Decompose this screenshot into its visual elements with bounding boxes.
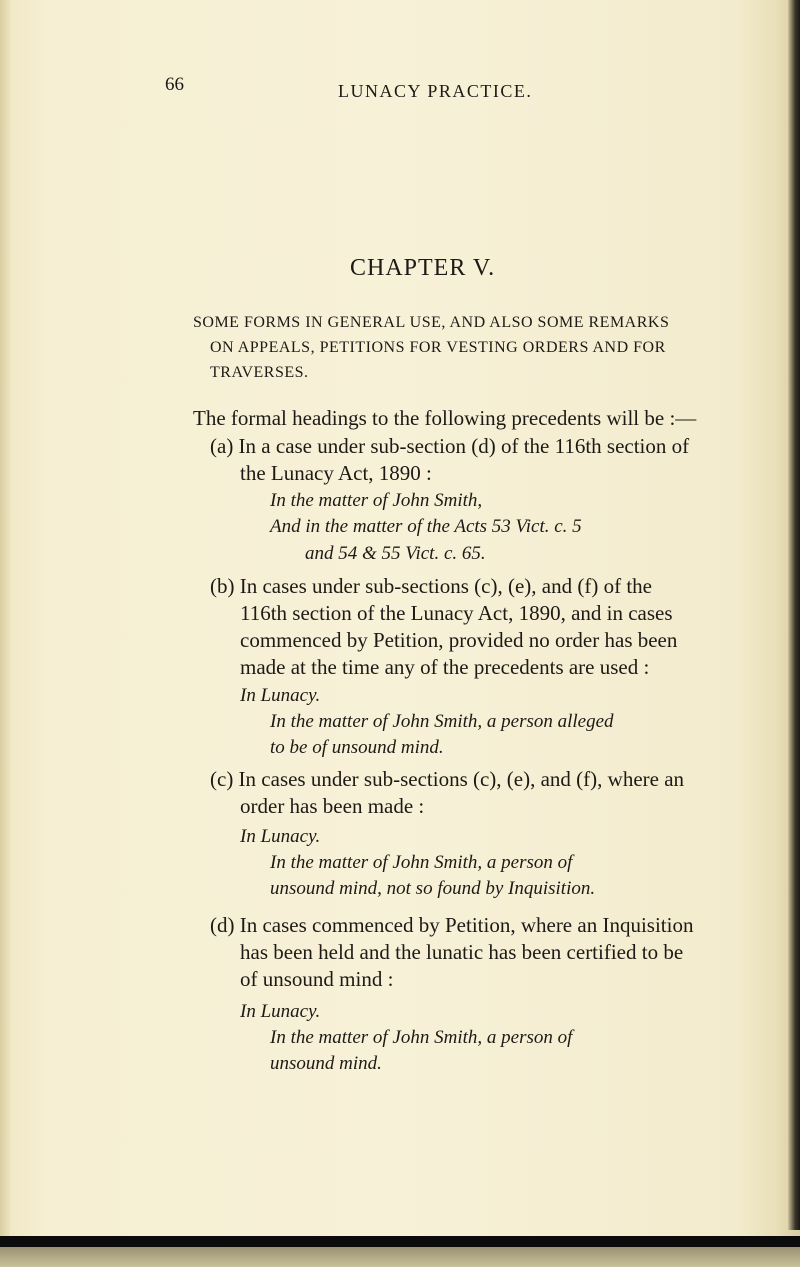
item-d-heading-1: In Lunacy.	[240, 1001, 321, 1022]
item-a-heading-3: and 54 & 55 Vict. c. 65.	[305, 543, 486, 564]
item-c-heading-3: unsound mind, not so found by Inquisition.	[270, 878, 596, 899]
item-c-heading-1: In Lunacy.	[240, 826, 321, 847]
item-a-line-1: (a) In a case under sub-section (d) of the 116th section of	[210, 434, 690, 458]
page-right-shadow	[788, 0, 800, 1230]
item-b-line-2: 116th section of the Lunacy Act, 1890, and in cases	[240, 601, 673, 625]
page-gutter-edge	[0, 0, 10, 1267]
page-number: 66	[165, 74, 184, 95]
item-d-line-1: (d) In cases commenced by Petition, where an Inquisition	[210, 913, 694, 937]
item-d-line-2: has been held and the lunatic has been certified to be	[240, 940, 684, 964]
chapter-subtitle-line-1: SOME FORMS IN GENERAL USE, AND ALSO SOME REMARKS	[193, 314, 670, 331]
chapter-subtitle-line-2: ON APPEALS, PETITIONS FOR VESTING ORDERS AND FOR	[210, 339, 666, 356]
item-a-line-2: the Lunacy Act, 1890 :	[240, 461, 432, 485]
item-b-line-3: commenced by Petition, provided no order has been	[240, 628, 678, 652]
item-c-line-1: (c) In cases under sub-sections (c), (e), and (f), where an	[210, 767, 685, 791]
item-d-heading-2: In the matter of John Smith, a person of	[270, 1027, 573, 1048]
item-d-heading-3: unsound mind.	[270, 1053, 382, 1074]
running-title: LUNACY PRACTICE.	[338, 81, 533, 101]
chapter-title: CHAPTER V.	[350, 255, 496, 281]
item-b-heading-3: to be of unsound mind.	[270, 737, 444, 758]
item-b-heading-1: In Lunacy.	[240, 685, 321, 706]
item-b-line-4: made at the time any of the precedents are used :	[240, 655, 650, 679]
item-a-heading-2: And in the matter of the Acts 53 Vict. c. 5	[270, 516, 582, 537]
item-c-heading-2: In the matter of John Smith, a person of	[270, 852, 573, 873]
item-b-line-1: (b) In cases under sub-sections (c), (e), and (f) of the	[210, 574, 652, 598]
intro-paragraph: The formal headings to the following precedents will be :—	[193, 406, 697, 430]
item-a-heading-1: In the matter of John Smith,	[270, 490, 483, 511]
chapter-subtitle-line-3: TRAVERSES.	[210, 364, 309, 381]
scan-bottom-edge	[0, 1236, 800, 1267]
item-c-line-2: order has been made :	[240, 794, 425, 818]
item-d-line-3: of unsound mind :	[240, 967, 394, 991]
item-b-heading-2: In the matter of John Smith, a person alleged	[270, 711, 614, 732]
